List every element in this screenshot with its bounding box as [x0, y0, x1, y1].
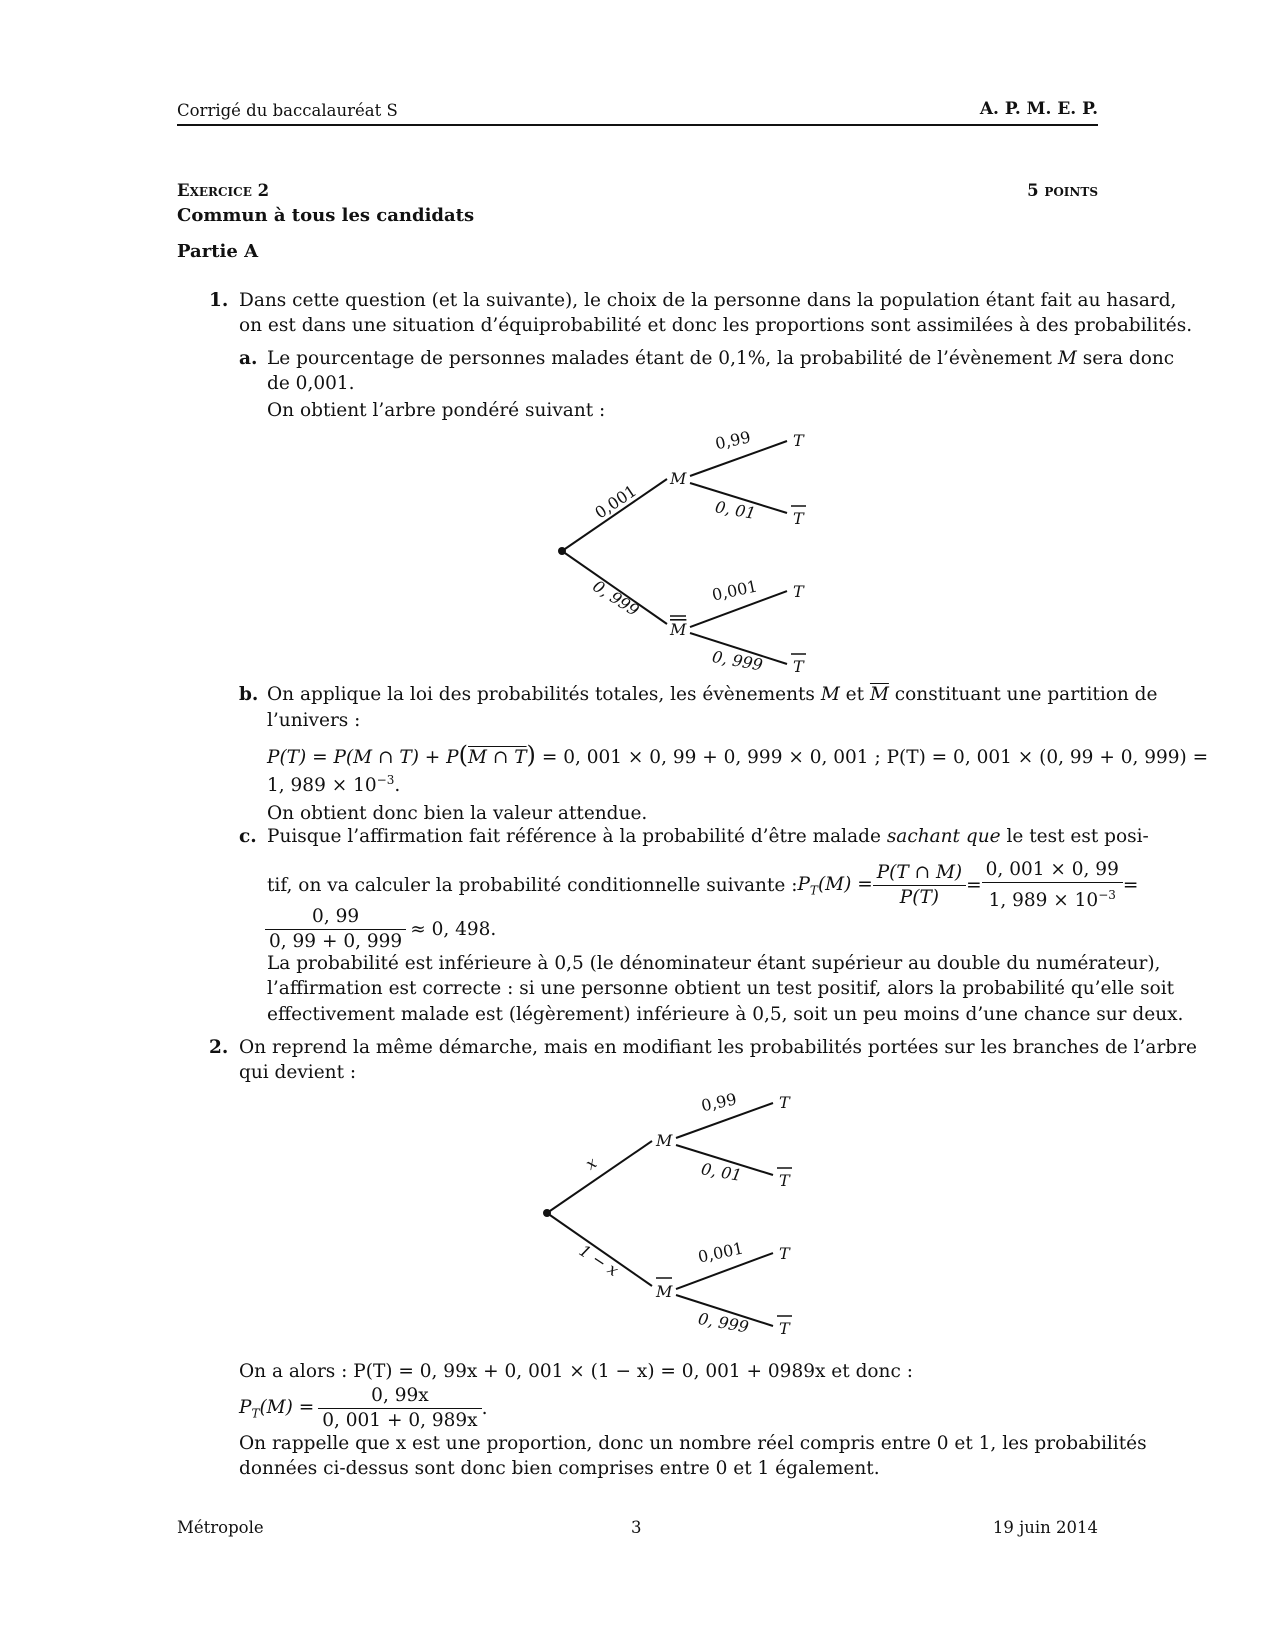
- q1b-formula2: 1, $989 \times 10^{-3}$.: [267, 773, 401, 797]
- q1a-line3: On obtient l’arbre pondéré suivant :: [267, 400, 606, 421]
- tree2-node-Mbar: M: [656, 1282, 673, 1301]
- exercise-title: Exercice 2: [177, 181, 270, 200]
- fraction-pt-m: $\frac{0, 99x}{0, 001 + 0, 989x}$: [318, 1384, 481, 1433]
- q1b-line1: On applique la loi des probabilités totales, les évènements M et $\overline{M}$ constituant une partition de: [267, 684, 1158, 705]
- tree1-root: [558, 547, 566, 555]
- tree2-root: [543, 1209, 551, 1217]
- q2-result1: On a alors : P(T) = 0, 99x + 0, 001 × (1 − x) = 0, 001 + 0989x et donc :: [239, 1361, 913, 1382]
- q1-number: 1.: [209, 290, 229, 311]
- q1b-line2: l’univers :: [267, 710, 361, 731]
- exercise-points: 5 points: [1027, 181, 1098, 200]
- tree1-p-Mbar: 0, 999: [589, 576, 643, 620]
- tree2-leaf-T1: T: [779, 1093, 790, 1112]
- q2-line2: qui devient :: [239, 1062, 357, 1083]
- tree2-p-Tbar-Mbar: 0, 999: [696, 1309, 751, 1337]
- tree1-node-M: M: [670, 469, 687, 488]
- tree1-p-T-M: 0,99: [713, 427, 753, 454]
- tree2-p-T-Mbar: 0,001: [696, 1238, 746, 1267]
- q1c-para1: La probabilité est inférieure à 0,5 (le dénominateur étant supérieur au double du numérateur),: [267, 953, 1161, 974]
- q2-result3: On rappelle que x est une proportion, donc un nombre réel compris entre 0 et 1, les probabilités: [239, 1433, 1147, 1454]
- tree1-leaf-T1: T: [793, 431, 804, 450]
- tree1-leaf-T2: T: [793, 582, 804, 601]
- q1-line1: Dans cette question (et la suivante), le choix de la personne dans la population étant fait au hasard,: [239, 290, 1177, 311]
- footer-location: Métropole: [177, 1518, 264, 1537]
- q1a-line2: de 0,001.: [267, 373, 355, 394]
- tree1-node-Mbar: M: [670, 620, 687, 639]
- q1b-line5: On obtient donc bien la valeur attendue.: [267, 803, 648, 824]
- part-title: Partie A: [177, 241, 259, 262]
- header-title: Corrigé du baccalauréat S: [177, 101, 398, 120]
- q2-number: 2.: [209, 1037, 229, 1058]
- q1c-label: c.: [239, 826, 257, 847]
- tree1-p-M: 0,001: [591, 481, 640, 523]
- q1a-line1: Le pourcentage de personnes malades étant de 0,1%, la probabilité de l’évènement M sera donc: [267, 348, 1175, 369]
- tree2-p-Mbar: 1 − x: [575, 1240, 622, 1281]
- footer-page-number: 3: [631, 1518, 642, 1537]
- fraction-result: $\frac{0, 99}{0, 99 + 0, 999}$: [265, 905, 406, 954]
- tree2-leaf-Tbar1: T: [779, 1171, 790, 1190]
- q2-result2: $P_T(M)$ = $\frac{0, 99x}{0, 001 + 0, 989x}$ .: [239, 1385, 488, 1431]
- q1c-para3: effectivement malade est (légèrement) inférieure à 0,5, soit un peu moins d’une chance sur deux.: [267, 1004, 1184, 1025]
- header-apmep: A. P. M. E. P.: [979, 99, 1098, 119]
- q1-line2: on est dans une situation d’équiprobabilité et donc les proportions sont assimilées à des probabilités.: [239, 315, 1193, 336]
- tree2-leaf-Tbar2: T: [779, 1319, 790, 1338]
- tree1-p-Tbar-Mbar: 0, 999: [710, 647, 765, 675]
- footer-date: 19 juin 2014: [992, 1518, 1098, 1537]
- q1c-line2: tif, on va calculer la probabilité conditionnelle suivante : $P_T(M)$ = $\frac{P(T \cap M)}{P(T)}$ = $\frac{0, 001 \times 0, 99}{1, 989 \times 10^{-3}}$ =: [267, 859, 1139, 912]
- q1b-label: b.: [239, 684, 259, 705]
- tree1-p-Tbar-M: 0, 01: [713, 497, 758, 523]
- tree2-p-Tbar-M: 0, 01: [699, 1159, 744, 1185]
- fraction-bayes: $\frac{P(T \cap M)}{P(T)}$: [873, 861, 966, 910]
- q1a-label: a.: [239, 348, 258, 369]
- tree2-p-M: x: [581, 1152, 601, 1174]
- tree1-p-T-Mbar: 0,001: [710, 576, 760, 605]
- q1c-line3: $\frac{0, 99}{0, 99 + 0, 999}$ ≈ 0, 498.: [265, 905, 496, 954]
- q1c-para2: l’affirmation est correcte : si une personne obtient un test positif, alors la probabilité qu’elle soit: [267, 978, 1175, 999]
- tree2-node-M: M: [656, 1131, 673, 1150]
- q2-line1: On reprend la même démarche, mais en modifiant les probabilités portées sur les branches de l’arbre: [239, 1037, 1197, 1058]
- fraction-values: $\frac{0, 001 \times 0, 99}{1, 989 \times 10^{-3}}$: [982, 858, 1123, 913]
- tree2-p-T-M: 0,99: [699, 1089, 739, 1116]
- q2-result4: données ci-dessus sont donc bien comprises entre 0 et 1 également.: [239, 1458, 880, 1479]
- q1b-formula1: P(T) = P(M ∩ T) + P(M ∩ T) = 0, 001 × 0, 99 + 0, 999 × 0, 001 ; P(T) = 0, 001 × (0, 99 + 0, 999) =: [267, 741, 1209, 769]
- tree1-leaf-Tbar2: T: [793, 657, 804, 676]
- exercise-subtitle: Commun à tous les candidats: [177, 205, 475, 226]
- tree2-leaf-T2: T: [779, 1244, 790, 1263]
- tree1-leaf-Tbar1: T: [793, 509, 804, 528]
- q1c-line1: Puisque l’affirmation fait référence à la probabilité d’être malade sachant que le test est posi-: [267, 826, 1149, 847]
